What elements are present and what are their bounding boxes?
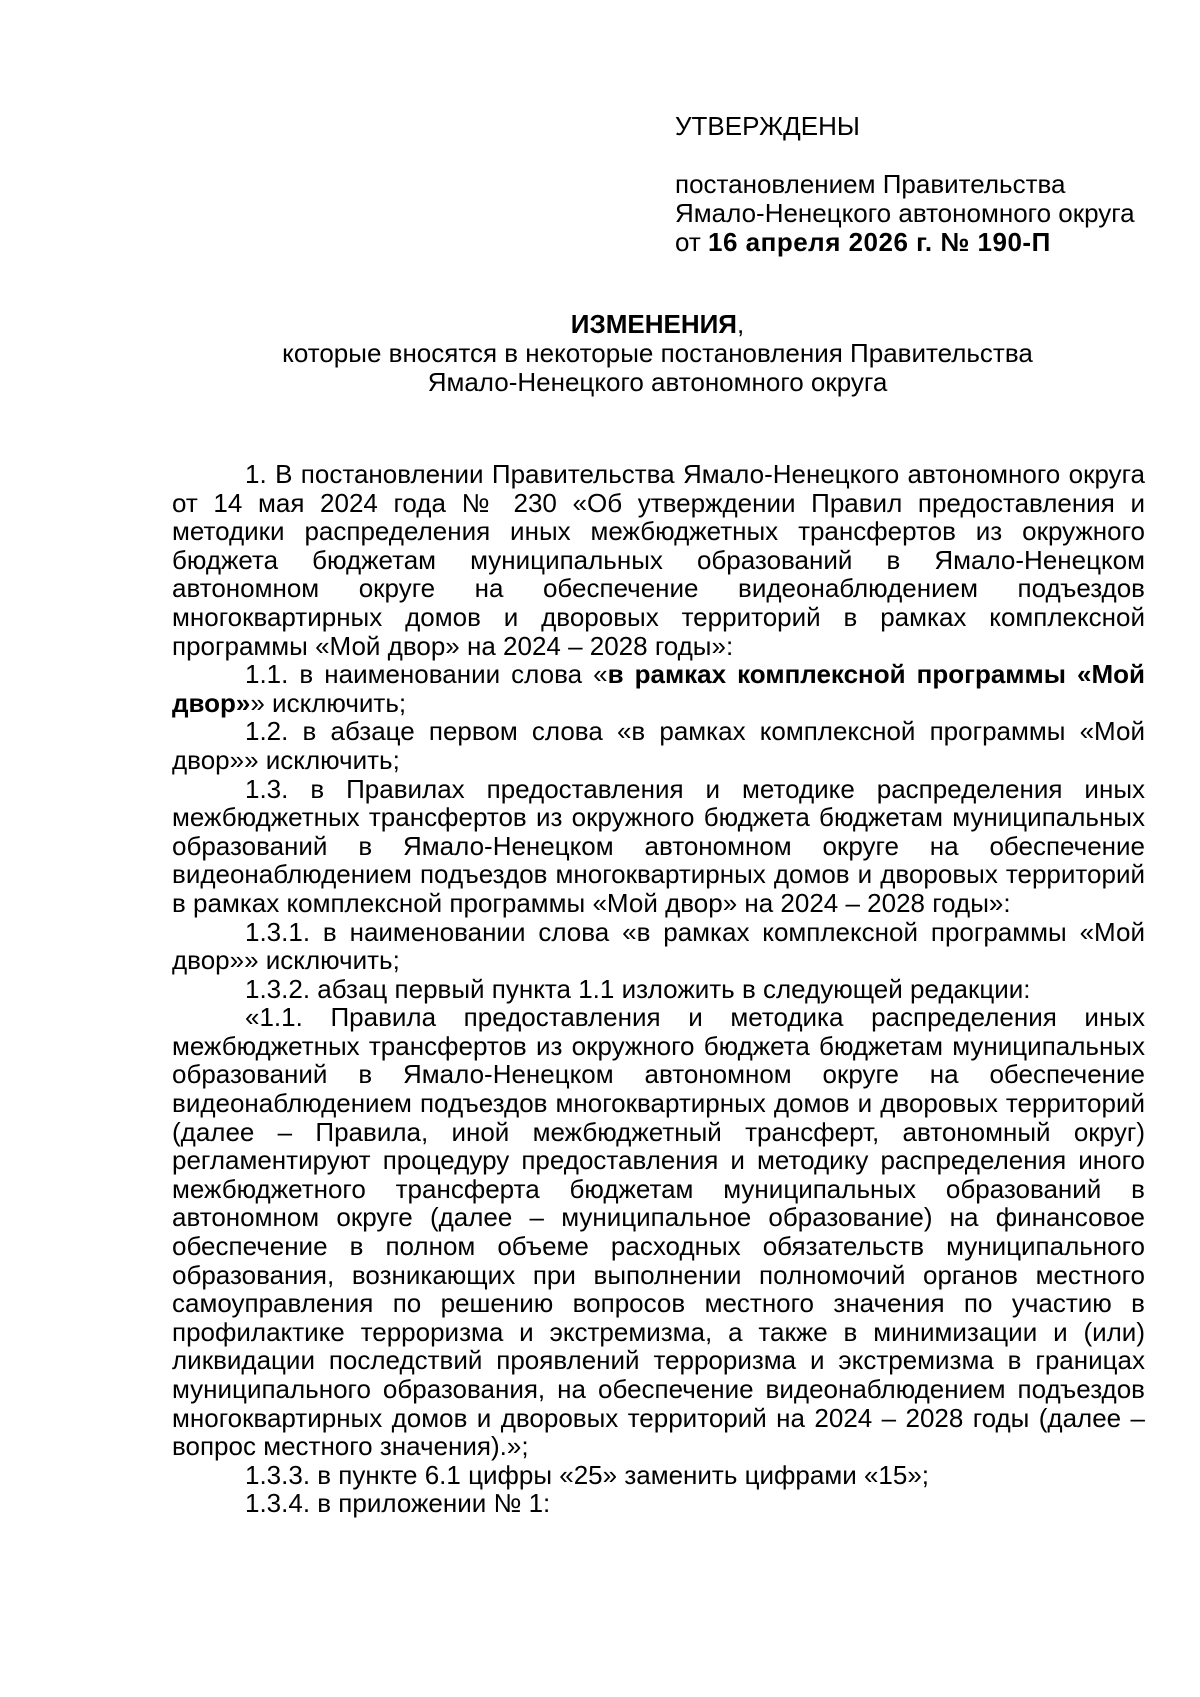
resolution-number: 16 апреля 2026 г. № 190-П — [708, 227, 1051, 257]
paragraph-1-2: 1.2. в абзаце первом слова «в рамках комплексной программы «Мой двор»» исключить; — [172, 716, 1145, 775]
paragraph-1-3-3: 1.3.3. в пункте 6.1 цифры «25» заменить цифрами «15»; — [245, 1459, 930, 1490]
title-subtitle-2: Ямало-Ненецкого автономного округа — [427, 367, 888, 397]
title-comma: , — [737, 309, 745, 339]
paragraph-1-1-prefix: 1.1. в наименовании слова « — [245, 659, 608, 690]
approval-block — [675, 112, 1175, 257]
approval-line-3 — [675, 228, 1175, 257]
approval-date-prefix: от — [675, 227, 709, 257]
paragraph-1-3-4: 1.3.4. в приложении № 1: — [245, 1488, 551, 1519]
document-title — [170, 310, 1145, 397]
document-body — [172, 460, 1145, 1518]
title-main: ИЗМЕНЕНИЯ — [570, 309, 737, 339]
paragraph-quote: «1.1. Правила предоставления и методика распределения иных межбюджетных трансфертов из окружного бюджета бюджетам муниципальных образований в Ямало-Ненецком автономном округе на обеспечение видеонаблюдением подъездов многоквартирных домов и дворовых территорий (далее – Правила, иной межбюджетный трансферт, автономный округ) регламентируют процедуру предоставления и методику распределения иного межбюджетного трансферта бюджетам муниципальных образований в автономном округе (далее – муниципальное образование) на финансовое обеспечение в полном объеме расходных обязательств муниципального образования, возникающих при выполнении полномочий органов местного самоуправления по решению вопросов местного значения по участию в профилактике терроризма и экстремизма, а также в минимизации и (или) ликвидации последствий проявлений терроризма и экстремизма в границах муниципального образования, на обеспечение видеонаблюдением подъездов многоквартирных домов и дворовых территорий на 2024 – 2028 годы (далее – вопрос местного значения).»; — [172, 1002, 1145, 1462]
title-main-line — [170, 310, 1145, 339]
paragraph-1-3-2: 1.3.2. абзац первый пункта 1.1 изложить в следующей редакции: — [245, 973, 1031, 1004]
title-subtitle-1: которые вносятся в некоторые постановления Правительства — [282, 338, 1033, 368]
paragraph-1-1 — [172, 660, 1145, 717]
paragraph-1-3-1: 1.3.1. в наименовании слова «в рамках комплексной программы «Мой двор»» исключить; — [172, 916, 1145, 976]
paragraph-1-3: 1.3. в Правилах предоставления и методике распределения иных межбюджетных трансфертов из окружного бюджета бюджетам муниципальных образований в Ямало-Ненецком автономном округе на обеспечение видеонаблюдением подъездов многоквартирных домов и дворовых территорий в рамках комплексной программы «Мой двор» на 2024 – 2028 годы»: — [172, 773, 1145, 918]
paragraph-1-1-suffix: » исключить; — [250, 687, 407, 718]
paragraph-1: 1. В постановлении Правительства Ямало-Ненецкого автономного округа от 14 мая 2024 года № 230 «Об утверждении Правил предоставления и методики распределения иных межбюджетных трансфертов из окружного бюджета бюджетам муниципальных образований в Ямало-Ненецком автономном округе на обеспечение видеонаблюдением подъездов многоквартирных домов и дворовых территорий в рамках комплексной программы «Мой двор» на 2024 – 2028 годы»: — [172, 459, 1145, 661]
approval-stamp: УТВЕРЖДЕНЫ — [675, 111, 860, 141]
approval-line-1: постановлением Правительства — [675, 169, 1066, 199]
paragraph-1-1-bold: в рамках комплексной программы «Мой двор» — [172, 659, 1145, 718]
approval-line-2: Ямало-Ненецкого автономного округа — [675, 198, 1135, 228]
